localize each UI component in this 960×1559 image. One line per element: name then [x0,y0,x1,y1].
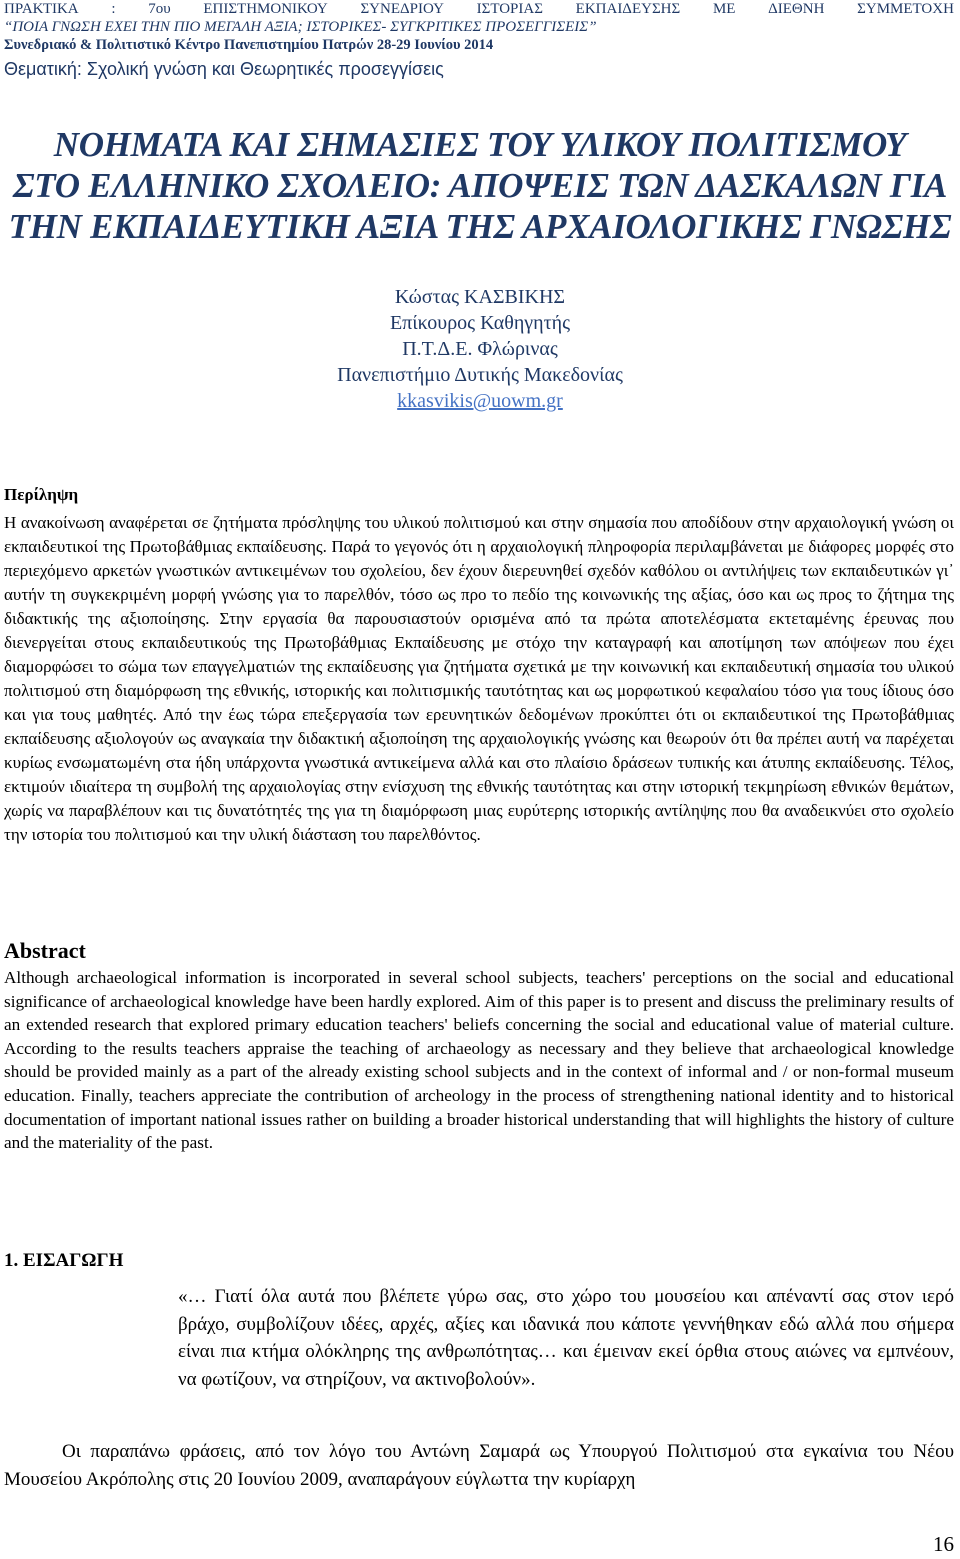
running-header-line3: Συνεδριακό & Πολιτιστικό Κέντρο Πανεπιστημίου Πατρών 28-29 Ιουνίου 2014 [4,37,494,53]
abstract-heading: Abstract [4,938,86,963]
header-word: ΙΣΤΟΡΙΑΣ [476,1,543,17]
header-word: : [111,1,116,17]
intro-paragraph: Οι παραπάνω φράσεις, από τον λόγο του Αντώνη Σαμαρά ως Υπουργού Πολιτισμού στα εγκαίνια του Νέου Μουσείου Ακρόπολης στις 20 Ιουνίου 2009, αναπαράγουν εύγλωττα την κυρίαρχη [4,1441,954,1490]
summary-text: Η ανακοίνωση αναφέρεται σε ζητήματα πρόσληψης του υλικού πολιτισμού και στην σημασία που αποδίδουν στην αρχαιολογική γνώση οι εκπαιδευτικοί της Πρωτοβάθμιας εκπαίδευσης. Παρά το γεγονός ότι η αρχαιολογική πληροφορία περιλαμβάνεται με διάφορες μορφές στο περιεχόμενο αρκετών γνωστικών αντικειμένων του σχολείου, δεν έχουν διερευνηθεί σχεδόν καθόλου οι αντιλήψεις των εκπαιδευτικών γι᾽ αυτήν τη συγκεκριμένη μορφή γνώσης για το παρελθόν, τόσο ως προ το πεδίο της κοινωνικής της αξίας, όσο και ως προς το ζήτημα της διδακτικής της αξιοποίησης. Στην εργασία θα παρουσιαστούν ορισμένα από τα πρώτα αποτελέσματα εκτεταμένης έρευνας που διενεργείται στους εκπαιδευτικούς της Πρωτοβάθμιας Εκπαίδευσης με στόχο την καταγραφή και αποτίμηση των απόψεων που έχει διαμορφώσει το σώμα των επαγγελματιών της εκπαίδευσης για ζητήματα σχετικά με την κοινωνική και εκπαιδευτική σημασία του υλικού πολιτισμού στη διαμόρφωση της εθνικής, ιστορικής και πολιτισμικής ταυτότητας και ως μορφωτικού κεφαλαίου τόσο για τους ίδιους όσο και για τους μαθητές. Από την έως τώρα επεξεργασία των ερευνητικών δεδομένων προκύπτει ότι οι εκπαιδευτικοί της Πρωτοβάθμιας εκπαίδευσης αξιολογούν ως αναγκαία την διδακτική αξιοποίηση της αρχαιολογικής γνώσης και θεωρούν ότι θα πρέπει αυτή να παρέχεται κυρίως ενσωματωμένη στα ήδη υπάρχοντα γνωστικά αντικείμενα αλλά και στο πλαίσιο δράσεων τυπικής και άτυπης εκπαίδευσης. Τέλος, εκτιμούν ιδιαίτερα τη συμβολή της αρχαιολογίας στην ενίσχυση της εθνικής ταυτότητας και στην ιστορική τεκμηρίωση εθνικών θεμάτων, χωρίς να παραβλέπουν και τις δυνατότητές της για τη διαμόρφωση μιας ευρύτερης ιστορικής αντίληψης που θα αναδεικνύει στο σχολείο την ιστορία του πολιτισμού και την υλική διάσταση του παρελθόντος. [4,513,954,844]
abstract-text: Although archaeological information is incorporated in several school subjects, teachers' perceptions on the social and educational significance of archaeological knowledge have been hardly explored. Aim of this paper is to present and discuss the preliminary results of an extended research that explored primary education teachers' beliefs concerning the social and educational value of material culture. According to the results teachers appraise the teaching of archaeology as necessary and they believe that archaeological knowledge should be provided mainly as a part of the already existing school subjects and in the context of informal and / or non-formal museum education. Finally, teachers appreciate the contribution of archeology in the process of strengthening national identity and to historical documentation of important national issues rather on building a broader historical understanding that will highlights the history of culture and the materiality of the past. [4,968,954,1153]
header-word: ΣΥΝΕΔΡΙΟΥ [360,1,444,17]
intro-quote: «… Γιατί όλα αυτά που βλέπετε γύρω σας, στο χώρο του μουσείου και απέναντί σας στον ιερό βράχο, συμβολίζουν ιδέες, αρχές, αξίες και ιδανικά που κάποτε γεννήθηκαν εδώ αλλά που σήμερα είναι πια κτήμα ολόκληρης της ανθρωπότητας… και έμειναν εκεί όρθια στους αιώνες να εμπνέουν, να φωτίζουν, να στηρίζουν, να ακτινοβολούν». [178,1286,954,1390]
header-word: 7ου [148,1,171,17]
author-block [0,284,960,414]
header-word: ΠΡΑΚΤΙΚΑ [4,1,79,17]
running-header-line2: “ΠΟΙΑ ΓΝΩΣΗ ΕΧΕΙ ΤΗΝ ΠΙΟ ΜΕΓΑΛΗ ΑΞΙΑ; ΙΣΤΟΡΙΚΕΣ- ΣΥΓΚΡΙΤΙΚΕΣ ΠΡΟΣΕΓΓΙΣΕΙΣ” [4,19,597,35]
page-number: 16 [933,1532,954,1556]
author-position: Επίκουρος Καθηγητής [389,312,571,334]
thematic-label: Θεματική: Σχολική γνώση και Θεωρητικές προσεγγίσεις [4,59,444,79]
running-header-line1 [4,0,954,18]
header-word: ΕΠΙΣΤΗΜΟΝΙΚΟΥ [203,1,328,17]
title-line: ΤΗΝ ΕΚΠΑΙΔΕΥΤΙΚΗ ΑΞΙΑ ΤΗΣ ΑΡΧΑΙΟΛΟΓΙΚΗΣ ΓΝΩΣΗΣ [8,207,952,246]
title-line: ΝΟΗΜΑΤΑ ΚΑΙ ΣΗΜΑΣΙΕΣ ΤΟΥ ΥΛΙΚΟΥ ΠΟΛΙΤΙΣΜΟΥ [53,125,907,164]
section-heading-introduction: 1. ΕΙΣΑΓΩΓΗ [4,1250,124,1271]
header-word: ΕΚΠΑΙΔΕΥΣΗΣ [575,1,681,17]
title-line: ΣΤΟ ΕΛΛΗΝΙΚΟ ΣΧΟΛΕΙΟ: ΑΠΟΨΕΙΣ ΤΩΝ ΔΑΣΚΑΛΩΝ ΓΙΑ [12,166,948,205]
header-word: ΜΕ [712,1,736,17]
author-university: Πανεπιστήμιο Δυτικής Μακεδονίας [337,364,623,386]
author-email-link[interactable]: kkasvikis@uowm.gr [397,390,563,412]
header-word: ΔΙΕΘΝΗ [768,1,825,17]
summary-heading: Περίληψη [4,485,79,504]
author-department: Π.Τ.Δ.Ε. Φλώρινας [402,338,558,360]
author-name: Κώστας ΚΑΣΒΙΚΗΣ [394,286,566,308]
paper-title [0,124,960,247]
header-word: ΣΥΜΜΕΤΟΧΗ [857,1,954,17]
